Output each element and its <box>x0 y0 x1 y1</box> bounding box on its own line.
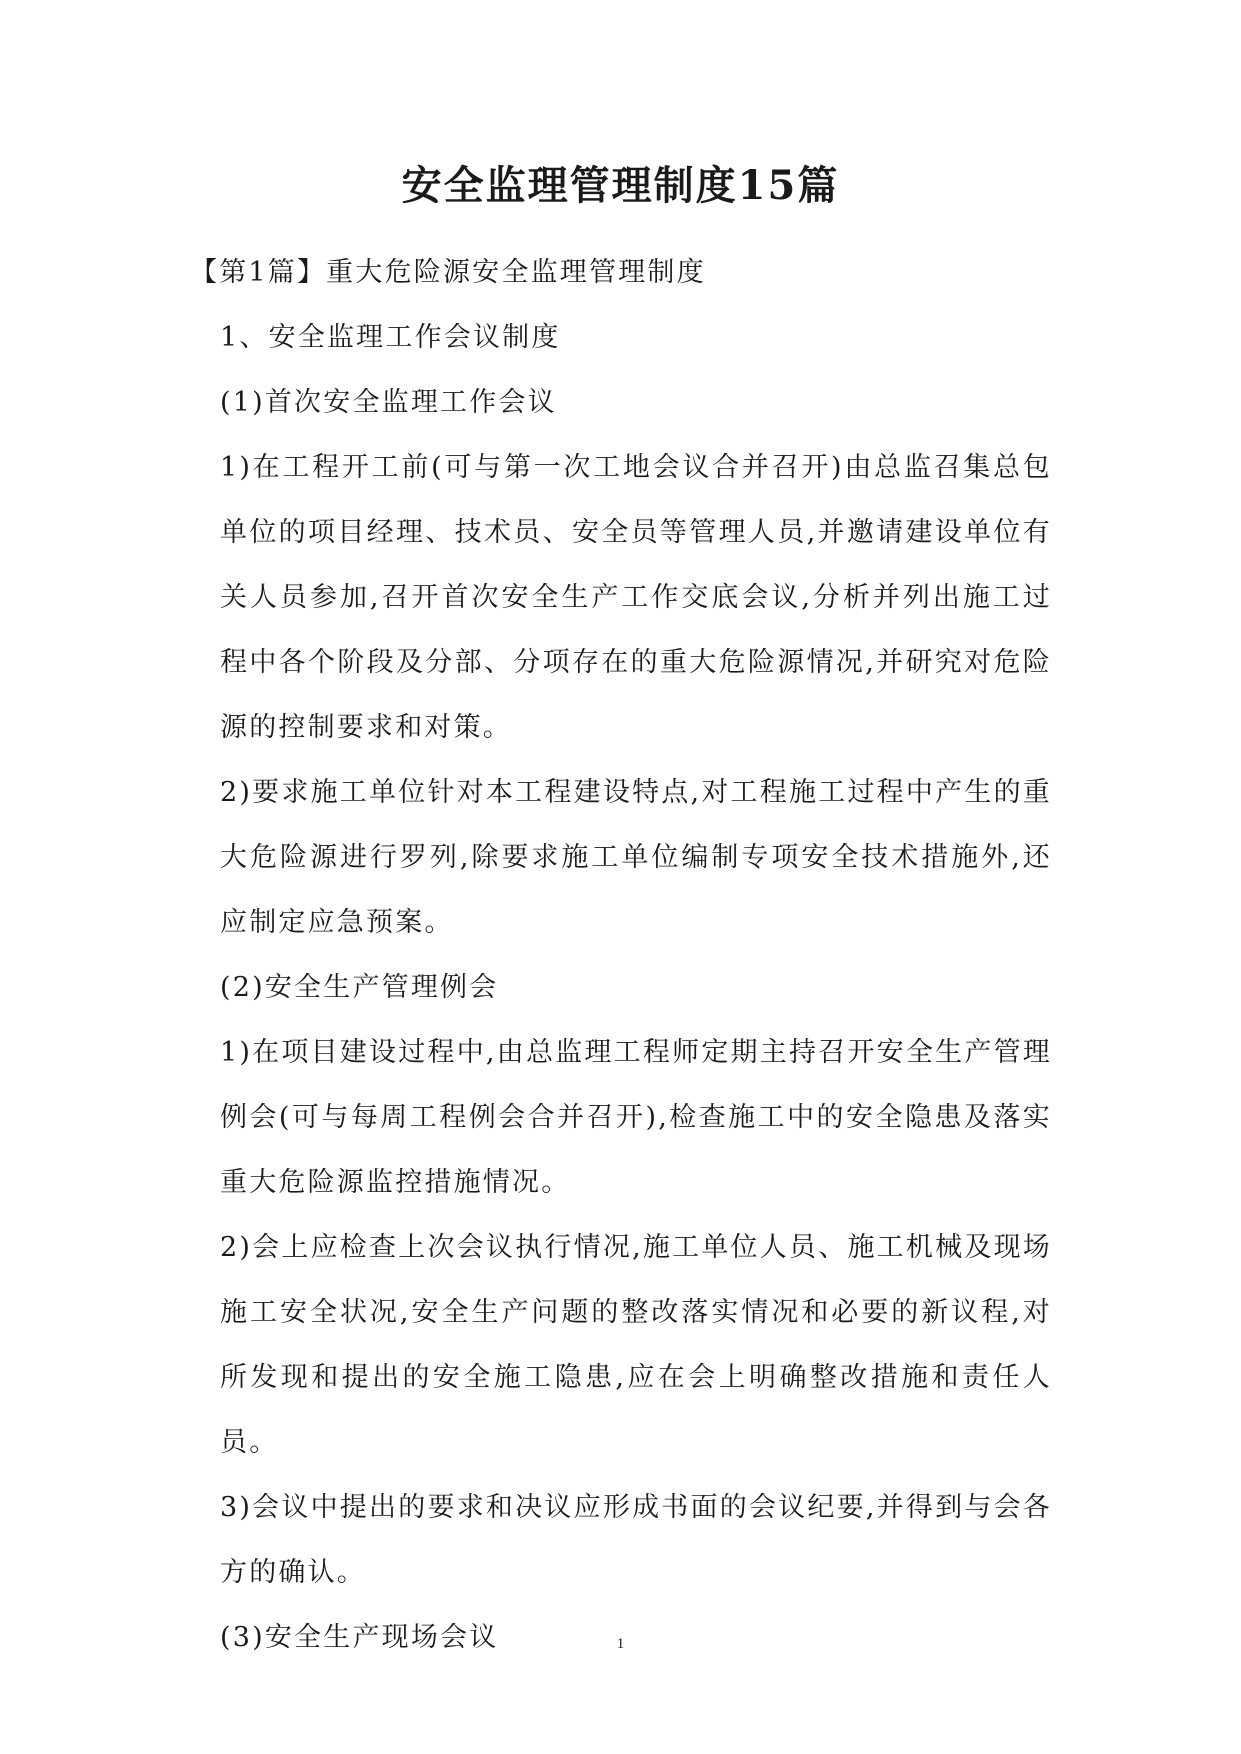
paragraph: (1)首次安全监理工作会议 <box>220 387 557 418</box>
document-title: 安全监理管理制度15篇 <box>401 162 840 209</box>
paragraph: 1)在工程开工前(可与第一次工地会议合并召开)由总监召集总包单位的项目经理、技术员、安全员等管理人员,并邀请建设单位有关人员参加,召开首次安全生产工作交底会议,分析并列出施工过程中各个阶段及分部、分项存在的重大危险源情况,并研究对危险源的控制要求和对策。 <box>220 452 1052 743</box>
paragraph: 2)会上应检查上次会议执行情况,施工单位人员、施工机械及现场施工安全状况,安全生产问题的整改落实情况和必要的新议程,对所发现和提出的安全施工隐患,应在会上明确整改措施和责任人员。 <box>220 1232 1052 1458</box>
paragraph: 3)会议中提出的要求和决议应形成书面的会议纪要,并得到与会各方的确认。 <box>220 1492 1052 1588</box>
paragraph: 2)要求施工单位针对本工程建设特点,对工程施工过程中产生的重大危险源进行罗列,除要求施工单位编制专项安全技术措施外,还应制定应急预案。 <box>220 777 1052 938</box>
paragraph: 1、安全监理工作会议制度 <box>220 322 561 353</box>
paragraph: (3)安全生产现场会议 <box>220 1622 499 1653</box>
paragraph: (2)安全生产管理例会 <box>220 972 499 1003</box>
paragraph: 1)在项目建设过程中,由总监理工程师定期主持召开安全生产管理例会(可与每周工程例会合并召开),检查施工中的安全隐患及落实重大危险源监控措施情况。 <box>220 1037 1052 1198</box>
document-body <box>190 240 1052 1670</box>
paragraph: 【第1篇】重大危险源安全监理管理制度 <box>190 257 706 288</box>
page-number: 1 <box>616 1636 625 1652</box>
